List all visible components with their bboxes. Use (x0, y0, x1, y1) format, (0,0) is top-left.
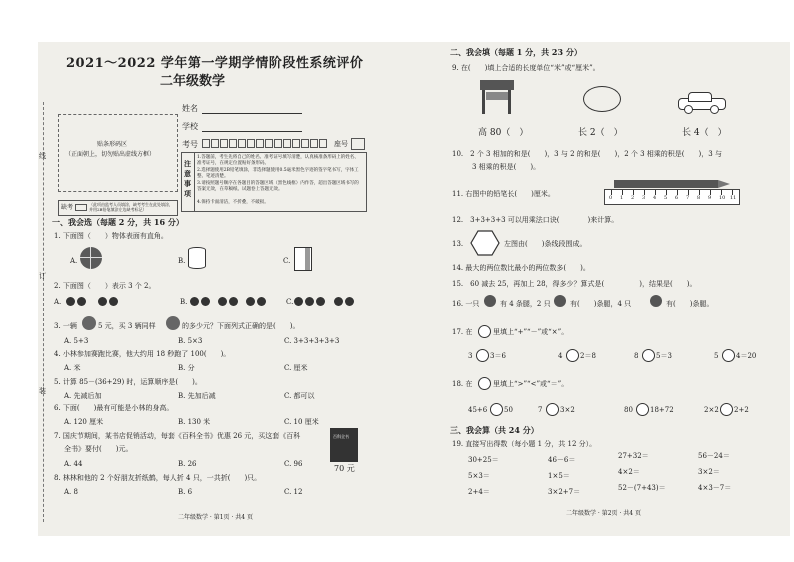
q17-circle-sample (478, 325, 491, 338)
q4-option-b[interactable]: B. 分 (178, 364, 195, 372)
absent-note: （此项由监考人员填涂，缺考考生在此处填涂，并用2B铅笔填涂左边缺考标记） (89, 202, 173, 212)
exam-no-digit-box[interactable] (247, 139, 255, 148)
seat-label: 座号 (334, 140, 348, 148)
q2-option-a[interactable]: A. (54, 298, 62, 306)
q3-stem-b: 5 元，买 3 辆同样 (98, 322, 156, 330)
q19-r1-c3[interactable]: 27+32＝ (618, 452, 649, 460)
q18-3-right: 18+72 (650, 406, 674, 414)
pencil-icon (614, 180, 718, 188)
q17-1-right: 3＝6 (490, 352, 506, 360)
exam-no-digit-box[interactable] (274, 139, 282, 148)
q19-r2-c3[interactable]: 4×2＝ (618, 468, 640, 476)
cylinder-icon (188, 247, 206, 269)
exam-no-boxes[interactable] (202, 138, 332, 150)
q18-2-left: 7 (538, 406, 543, 414)
school-field[interactable] (202, 131, 302, 132)
ruler-number: 7 (686, 195, 690, 201)
q16-stem-d: 有( )条腿。 (666, 300, 714, 308)
encyclopedia-title: 百科全书 (333, 434, 349, 439)
q7-option-c[interactable]: C. 96 (284, 460, 303, 468)
notice-4: 4.保持卡面清洁，不折叠，不破损。 (197, 200, 269, 205)
exam-no-digit-box[interactable] (202, 139, 210, 148)
cuboid-icon (294, 247, 312, 271)
q19-r2-c1[interactable]: 5×3＝ (468, 472, 490, 480)
section1-heading: 一、我会选（每题 2 分，共 16 分） (52, 217, 184, 227)
exam-no-digit-box[interactable] (310, 139, 318, 148)
exam-no-digit-box[interactable] (265, 139, 273, 148)
q10-stem-b: 3 相乘的积是( )。 (472, 163, 541, 171)
exam-no-digit-box[interactable] (292, 139, 300, 148)
q19-r3-c3[interactable]: 52－(7+43)＝ (618, 484, 666, 492)
exam-no-digit-box[interactable] (238, 139, 246, 148)
q3-option-a[interactable]: A. 5+3 (64, 337, 89, 345)
ruler-number: 0 (609, 195, 613, 201)
q19-r1-c1[interactable]: 30+25＝ (468, 456, 499, 464)
q7-option-b[interactable]: B. 26 (178, 460, 197, 468)
q17-4-right: 4＝20 (736, 352, 757, 360)
desk-icon (478, 80, 518, 116)
q2-apples-a (66, 294, 146, 308)
q14-stem: 14. 最大的两位数比最小的两位数多( )。 (452, 264, 590, 272)
exam-no-digit-box[interactable] (319, 139, 327, 148)
car-icon (678, 90, 724, 112)
q3-stem-a: 3. 一辆 (54, 322, 77, 330)
q5-option-a[interactable]: A. 先减后加 (64, 392, 102, 400)
q18-2-blank[interactable] (546, 403, 559, 416)
exam-no-digit-box[interactable] (283, 139, 291, 148)
school-label: 学校 (182, 122, 198, 131)
q19-r2-c4[interactable]: 3×2＝ (698, 468, 720, 476)
q18-stem-a: 18. 在 (452, 380, 473, 388)
q2-apples-b (190, 294, 280, 308)
q2-option-b[interactable]: B. (180, 298, 188, 306)
ruler-number: 10 (719, 195, 726, 201)
exam-sheet (38, 42, 790, 536)
exam-no-digit-box[interactable] (220, 139, 228, 148)
q8-stem: 8. 林林和他的 2 个好朋友折纸鹤，每人折 4 只，一共折( )只。 (54, 474, 262, 482)
exam-no-digit-box[interactable] (229, 139, 237, 148)
q1-option-a[interactable]: A. (70, 257, 78, 265)
q6-option-a[interactable]: A. 120 厘米 (64, 418, 104, 426)
binding-label-line: 线 (39, 152, 46, 160)
q16-stem-c: 有( )条腿，4 只 (570, 300, 632, 308)
q18-2-right: 3×2 (560, 406, 575, 414)
ruler-number: 3 (642, 195, 646, 201)
toy-car-icon (82, 316, 96, 330)
q19-r2-c2[interactable]: 1×5＝ (548, 472, 570, 480)
q17-2-left: 4 (558, 352, 563, 360)
ruler-icon (604, 189, 740, 205)
ruler-number: 2 (631, 195, 635, 201)
q18-3-blank[interactable] (636, 403, 649, 416)
q19-r3-c4[interactable]: 4×3－7＝ (698, 484, 732, 492)
q1-option-b[interactable]: B. (178, 257, 186, 265)
q6-option-b[interactable]: B. 130 米 (178, 418, 211, 426)
q9-item-height[interactable]: 高 80（ ） (478, 128, 529, 138)
ruler-number: 11 (730, 195, 737, 201)
encyclopedia-price: 70 元 (334, 464, 355, 473)
page1-footer: 二年级数学 · 第1页 · 共4 页 (178, 514, 253, 521)
q2-apples-c (294, 294, 362, 308)
q18-1-left: 45+6 (468, 406, 488, 414)
q13-stem: 左图由( )条线段围成。 (504, 240, 587, 248)
absent-label: 缺考 (61, 204, 74, 211)
q17-stem-b: 里填上“+”“－”或“×”。 (493, 328, 569, 336)
q5-stem: 5. 计算 85－(36+29) 时，运算顺序是( )。 (54, 378, 202, 386)
q6-option-c[interactable]: C. 10 厘米 (284, 418, 319, 426)
q3-option-c[interactable]: C. 3+3+3+3+3 (284, 337, 340, 345)
exam-no-digit-box[interactable] (301, 139, 309, 148)
basketball-icon (80, 247, 102, 269)
q5-option-b[interactable]: B. 先加后减 (178, 392, 216, 400)
binding-line (43, 102, 44, 522)
q4-option-c[interactable]: C. 厘米 (284, 364, 308, 372)
q4-option-a[interactable]: A. 米 (64, 364, 81, 372)
name-label: 姓名 (182, 104, 198, 113)
notice-box (181, 152, 367, 212)
q16-stem-a: 16. 一只 (452, 300, 480, 308)
q7-stem-a: 7. 国庆节期间，某书店促销活动，每套《百科全书》优惠 26 元，买这套《百科 (54, 432, 301, 440)
q18-1-right: 50 (504, 406, 513, 414)
binding-label-bind: 订 (39, 272, 46, 280)
q18-stem-b: 里填上“>”“<”或“＝”。 (493, 380, 569, 388)
hexagon-icon (470, 230, 500, 256)
binding-label-staple: 装 (39, 387, 46, 395)
ruler-number: 5 (664, 195, 668, 201)
q3-option-b[interactable]: B. 5×3 (178, 337, 203, 345)
q18-circle-sample (478, 377, 491, 390)
q18-4-blank[interactable] (720, 403, 733, 416)
q18-4-left: 2×2 (704, 406, 719, 414)
q17-1-left: 3 (468, 352, 473, 360)
q17-3-left: 8 (634, 352, 639, 360)
encyclopedia-icon (330, 428, 358, 462)
q5-option-c[interactable]: C. 都可以 (284, 392, 315, 400)
animal-icon-2 (650, 295, 662, 307)
barcode-title: 贴条形码区 (97, 141, 128, 148)
q19-r1-c4[interactable]: 56－24＝ (698, 452, 730, 460)
notice-1: 1.答题前，考生先将自己的姓名、准考证号填写清楚，认真核准条形码上的姓名、准考证号，在规定位置贴好条形码。 (197, 155, 359, 166)
notice-3: 3.请按照题号顺序在各题目的答题区域（黑色线框）内作答，超出答题区域书写的答案无效，在草稿纸、试题卷上答题无效。 (197, 181, 359, 192)
q8-option-c[interactable]: C. 12 (284, 488, 303, 496)
q19-r3-c2[interactable]: 3×2+7＝ (548, 488, 581, 496)
q19-r1-c2[interactable]: 46－6＝ (548, 456, 576, 464)
seat-box[interactable] (351, 138, 365, 150)
q7-stem-b: 全书》要付( )元。 (64, 445, 133, 453)
ruler-number: 6 (675, 195, 679, 201)
q9-item-car[interactable]: 长 4（ ） (682, 128, 727, 138)
notice-label: 注意事项 (184, 159, 191, 198)
section3-heading: 三、我会算（共 24 分） (450, 425, 539, 435)
pencil-ruler-figure (604, 180, 738, 204)
q18-1-blank[interactable] (490, 403, 503, 416)
notice-2: 2.选择题使用2B铅笔填涂，非选择题使用0.5毫米黑色字迹的签字笔书写，字体工整、笔迹清楚。 (197, 168, 359, 179)
name-field[interactable] (202, 113, 302, 114)
q17-1-blank[interactable] (476, 349, 489, 362)
q2-stem: 2. 下面图（ ）表示 3 个 2。 (54, 282, 156, 290)
jump-rope-icon (583, 86, 621, 112)
chick-icon (554, 295, 566, 307)
q1-option-c[interactable]: C. (283, 257, 291, 265)
q9-stem: 9. 在( )填上合适的长度单位“米”或“厘米”。 (452, 64, 600, 72)
toy-car-icon-2 (166, 316, 180, 330)
q17-3-right: 5＝3 (656, 352, 672, 360)
q18-4-right: 2+2 (734, 406, 749, 414)
q6-stem: 6. 下面( )最有可能是小林的身高。 (54, 404, 174, 412)
q10-stem-a: 10. 2 个 3 相加的和是( )，3 与 2 的和是( )，2 个 3 相乘的积是( )，3 与 (452, 150, 722, 158)
q12-stem: 12. 3+3+3+3 可以用乘法口诀( )来计算。 (452, 216, 619, 224)
ruler-number: 8 (697, 195, 701, 201)
page2-footer: 二年级数学 · 第2页 · 共4 页 (566, 510, 641, 517)
notice-divider (194, 153, 195, 211)
q8-option-a[interactable]: A. 8 (64, 488, 78, 496)
exam-no-label: 考号 (182, 140, 198, 149)
q3-stem-c: 的多少元？下面列式正确的是( )。 (182, 322, 300, 330)
q15-stem: 15. 60 减去 25，再加上 28，得多少？算式是( )，结果是( )。 (452, 280, 697, 288)
animal-icon (484, 295, 496, 307)
q17-2-right: 2＝8 (580, 352, 596, 360)
q19-r3-c1[interactable]: 2+4＝ (468, 488, 490, 496)
pencil-tip (718, 180, 730, 188)
q7-option-a[interactable]: A. 44 (64, 460, 83, 468)
q19-stem: 19. 直接写出得数（每小题 1 分，共 12 分）。 (452, 440, 597, 448)
exam-title: 2021～2022 学年第一学期学情阶段性系统评价 (66, 56, 364, 71)
q16-stem-b: 有 4 条腿，2 只 (500, 300, 551, 308)
q13-label: 13. (452, 240, 464, 248)
q2-option-c[interactable]: C. (286, 298, 294, 306)
q1-stem: 1. 下面图（ ）物体表面有直角。 (54, 232, 168, 240)
q17-4-blank[interactable] (722, 349, 735, 362)
q11-stem: 11. 右图中的铅笔长( )厘米。 (452, 190, 555, 198)
section2-heading: 二、我会填（每题 1 分，共 23 分） (450, 47, 582, 57)
q9-item-rope[interactable]: 长 2（ ） (578, 128, 623, 138)
q18-3-left: 80 (624, 406, 633, 414)
exam-no-digit-box[interactable] (211, 139, 219, 148)
ruler-number: 4 (653, 195, 657, 201)
exam-subtitle: 二年级数学 (160, 74, 226, 89)
barcode-area (58, 114, 178, 192)
q17-4-left: 5 (714, 352, 719, 360)
absent-mark[interactable] (75, 204, 87, 211)
q17-stem-a: 17. 在 (452, 328, 473, 336)
ruler-number: 9 (708, 195, 712, 201)
q8-option-b[interactable]: B. 6 (178, 488, 193, 496)
absent-box (58, 200, 178, 216)
exam-no-digit-box[interactable] (256, 139, 264, 148)
q17-2-blank[interactable] (566, 349, 579, 362)
q4-stem: 4. 小林参加赛跑比赛，他大约用 18 秒跑了 100( )。 (54, 350, 231, 358)
barcode-note: （正面朝上，切勿贴出虚线方框） (65, 151, 156, 158)
ruler-number: 1 (620, 195, 624, 201)
q17-3-blank[interactable] (642, 349, 655, 362)
